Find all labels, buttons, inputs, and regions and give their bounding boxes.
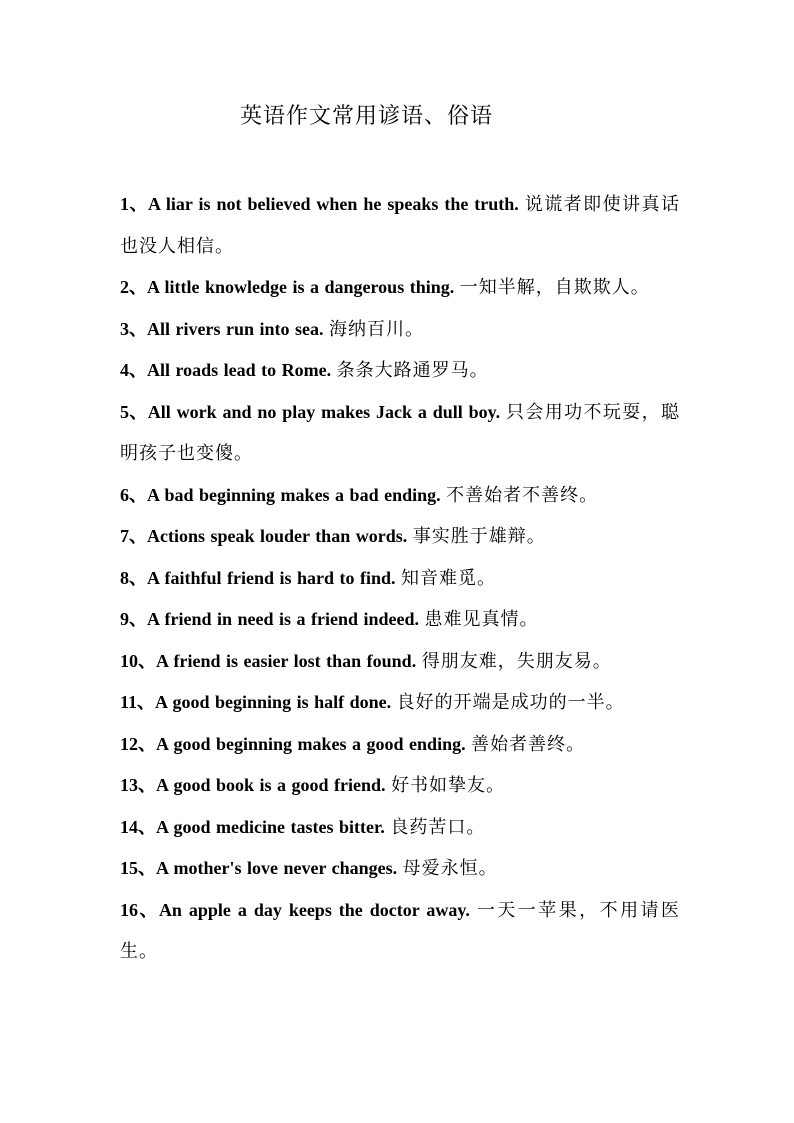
english-proverb: All rivers run into sea.: [147, 318, 329, 339]
entry-number: 6、: [120, 484, 147, 505]
proverb-entry: [120, 516, 680, 558]
proverb-entry: [120, 309, 680, 351]
entry-number: 1、: [120, 194, 148, 214]
proverb-entry: [120, 890, 680, 973]
english-proverb: Actions speak louder than words.: [147, 526, 413, 546]
proverb-entry: [120, 599, 680, 641]
entry-number: 3、: [120, 318, 147, 339]
proverb-entry: [120, 184, 680, 267]
chinese-translation: 善始者善终。: [471, 733, 586, 755]
proverb-entry: [120, 848, 680, 890]
chinese-translation: 母爱永恒。: [402, 858, 498, 879]
english-proverb: A mother's love never changes.: [156, 858, 403, 878]
chinese-translation: 条条大路通罗马。: [336, 360, 489, 381]
english-proverb: A bad beginning makes a bad ending.: [147, 484, 447, 505]
page-title: 英语作文常用谚语、俗语: [240, 104, 494, 129]
chinese-translation: 不善始者不善终。: [446, 484, 599, 506]
proverb-entry: [120, 765, 680, 807]
english-proverb: A faithful friend is hard to find.: [147, 567, 402, 588]
entry-number: 5、: [120, 401, 148, 422]
proverb-entry: [120, 807, 680, 849]
chinese-translation: 一知半解，自欺欺人。: [459, 277, 650, 298]
entry-number: 16、: [120, 899, 159, 920]
entry-number: 10、: [120, 650, 156, 671]
english-proverb: A friend in need is a friend indeed.: [147, 609, 425, 629]
entry-number: 15、: [120, 858, 156, 878]
english-proverb: A liar is not believed when he speaks the truth.: [147, 194, 525, 214]
proverb-entry: [120, 641, 680, 683]
proverb-entry: [120, 350, 680, 392]
entry-number: 13、: [120, 775, 156, 795]
english-proverb: All roads lead to Rome.: [147, 360, 337, 380]
proverb-entry: [120, 682, 680, 724]
proverb-entry: [120, 267, 680, 309]
entry-number: 4、: [120, 360, 147, 380]
entry-number: 7、: [120, 526, 147, 546]
english-proverb: A good book is a good friend.: [156, 775, 392, 795]
proverb-list: [120, 184, 680, 973]
proverb-entry: [120, 724, 680, 766]
entry-number: 11、: [120, 692, 156, 712]
proverb-entry: [120, 392, 680, 475]
chinese-translation: 得朋友难，失朋友易。: [421, 650, 612, 672]
chinese-translation: 事实胜于雄辩。: [412, 526, 546, 547]
chinese-translation: 好书如挚友。: [391, 775, 506, 796]
chinese-translation: 良药苦口。: [390, 816, 486, 838]
chinese-translation: 只会用功不玩耍，聪明孩子也变傻。: [120, 401, 681, 464]
entry-number: 8、: [120, 567, 147, 588]
chinese-translation: 一天一苹果，不用请医生。: [120, 899, 681, 962]
english-proverb: A little knowledge is a dangerous thing.: [147, 277, 460, 297]
english-proverb: A good beginning makes a good ending.: [156, 733, 472, 754]
proverb-entry: [120, 475, 680, 517]
english-proverb: All work and no play makes Jack a dull boy.: [147, 401, 507, 422]
entry-number: 12、: [120, 733, 156, 754]
english-proverb: A friend is easier lost than found.: [156, 650, 422, 671]
entry-number: 14、: [120, 816, 156, 837]
chinese-translation: 说谎者即使讲真话也没人相信。: [120, 194, 681, 257]
proverb-entry: [120, 558, 680, 600]
chinese-translation: 知音难觅。: [401, 567, 497, 589]
english-proverb: A good beginning is half done.: [155, 692, 397, 712]
english-proverb: A good medicine tastes bitter.: [156, 816, 391, 837]
entry-number: 2、: [120, 277, 147, 297]
english-proverb: An apple a day keeps the doctor away.: [158, 899, 477, 920]
entry-number: 9、: [120, 609, 147, 629]
chinese-translation: 海纳百川。: [329, 318, 424, 340]
chinese-translation: 良好的开端是成功的一半。: [396, 692, 625, 713]
chinese-translation: 患难见真情。: [424, 609, 539, 630]
